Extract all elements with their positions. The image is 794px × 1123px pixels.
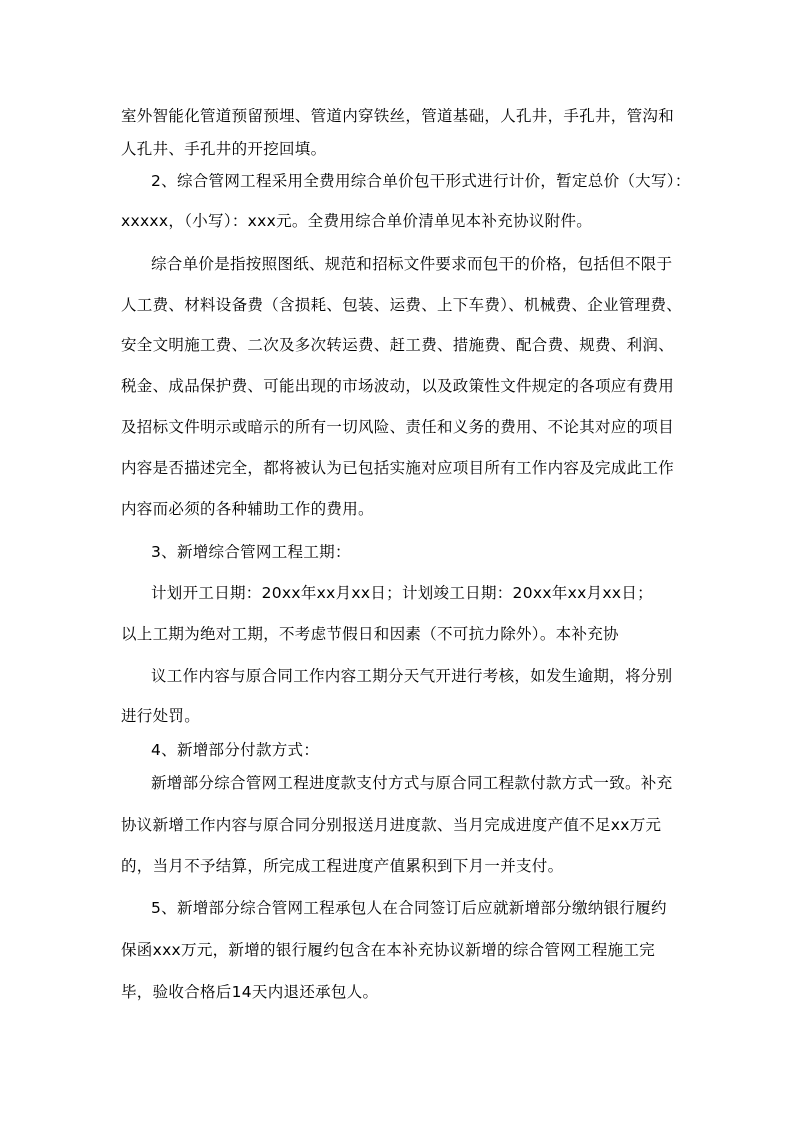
assessment-line-1: 议工作内容与原合同工作内容工期分天气开进行考核，如发生逾期，将分别 — [151, 667, 673, 685]
clause-5-line-1: 5、新增部分综合管网工程承包人在合同签订后应就新增部分缴纳银行履约 — [151, 899, 667, 917]
payment-line-1: 新增部分综合管网工程进度款支付方式与原合同工程款付款方式一致。补充 — [151, 774, 673, 792]
clause-2-line-2: xxxxx，（小写）：xxx元。全费用综合单价清单见本补充协议附件。 — [121, 212, 593, 230]
clause-2-line-1: 2、综合管网工程采用全费用综合单价包干形式进行计价，暂定总价（大写）： — [151, 172, 691, 190]
schedule-line-1: 计划开工日期：20xx年xx月xx日；计划竣工日期：20xx年xx月xx日； — [151, 584, 653, 602]
unit-price-line-6: 内容是否描述完全，都将被认为已包括实施对应项目所有工作内容及完成此工作 — [121, 459, 675, 477]
payment-line-3: 的，当月不予结算，所完成工程进度产值累积到下月一并支付。 — [121, 857, 564, 875]
unit-price-line-4: 税金、成品保护费、可能出现的市场波动，以及政策性文件规定的各项应有费用 — [121, 377, 675, 395]
clause-5-line-3: 毕，验收合格后14天内退还承包人。 — [121, 983, 379, 1001]
clause-3-heading: 3、新增综合管网工程工期： — [151, 543, 351, 561]
paragraph-1-line-1: 室外智能化管道预留预埋、管道内穿铁丝，管道基础，人孔井，手孔井，管沟和 — [121, 107, 675, 125]
unit-price-line-7: 内容而必须的各种辅助工作的费用。 — [121, 500, 374, 518]
unit-price-line-1: 综合单价是指按照图纸、规范和招标文件要求而包干的价格，包括但不限于 — [151, 255, 673, 273]
clause-5-line-2: 保函xxx万元，新增的银行履约包含在本补充协议新增的综合管网工程施工完 — [121, 941, 656, 959]
clause-4-heading: 4、新增部分付款方式： — [151, 741, 320, 759]
paragraph-1-line-2: 人孔井、手孔井的开挖回填。 — [121, 140, 327, 158]
unit-price-line-5: 及招标文件明示或暗示的所有一切风险、责任和义务的费用、不论其对应的项目 — [121, 418, 675, 436]
unit-price-line-3: 安全文明施工费、二次及多次转运费、赶工费、措施费、配合费、规费、利润、 — [121, 336, 675, 354]
payment-line-2: 协议新增工作内容与原合同分别报送月进度款、当月完成进度产值不足xx万元 — [121, 816, 662, 834]
assessment-line-2: 进行处罚。 — [121, 707, 201, 725]
unit-price-line-2: 人工费、材料设备费（含损耗、包装、运费、上下车费）、机械费、企业管理费、 — [121, 296, 683, 314]
schedule-line-2: 以上工期为绝对工期，不考虑节假日和因素（不可抗力除外）。本补充协 — [121, 625, 619, 643]
